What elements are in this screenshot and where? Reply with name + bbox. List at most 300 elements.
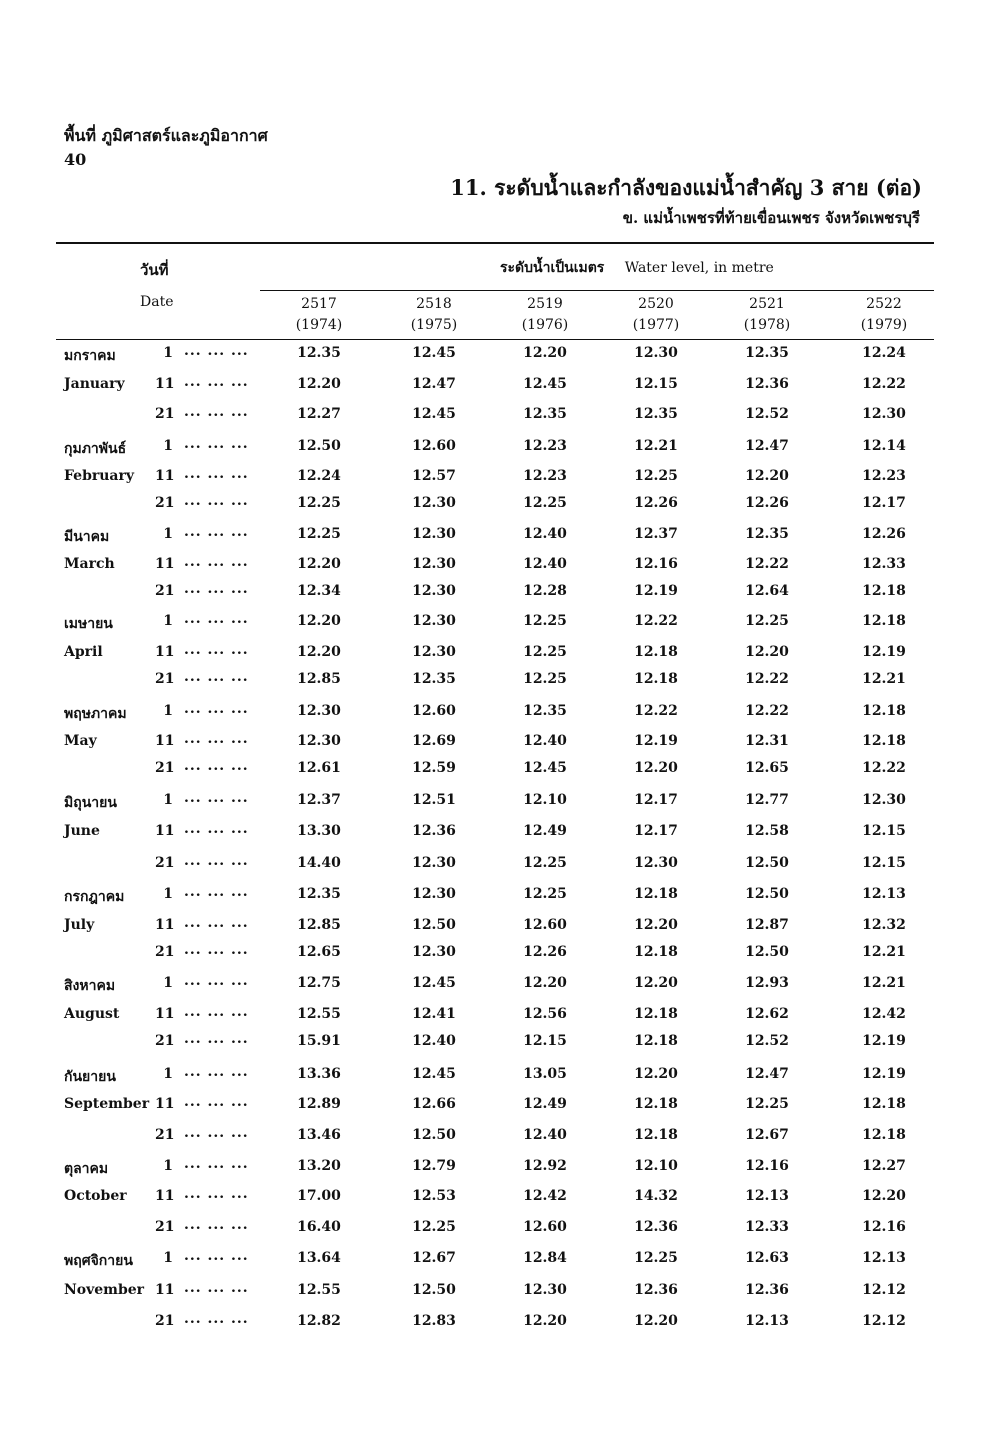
water-level-cell: 12.13 — [862, 886, 906, 902]
water-level-cell: 12.18 — [862, 1096, 906, 1112]
day-label: 11 — [155, 733, 175, 749]
table-row — [0, 733, 990, 755]
water-level-cell: 12.45 — [523, 760, 567, 776]
running-head: พื้นที่ ภูมิศาสตร์และภูมิอากาศ — [64, 126, 268, 145]
water-level-cell: 12.20 — [523, 345, 567, 361]
dot-leader: ... ... ... — [184, 701, 249, 717]
water-level-cell: 12.21 — [634, 438, 678, 454]
table-row — [0, 975, 990, 997]
water-level-cell: 12.37 — [634, 526, 678, 542]
water-level-cell: 12.52 — [745, 1033, 789, 1049]
water-level-cell: 12.82 — [297, 1313, 341, 1329]
water-level-cell: 12.25 — [297, 526, 341, 542]
table-row — [0, 1250, 990, 1272]
water-level-cell: 13.30 — [297, 823, 341, 839]
dot-leader: ... ... ... — [184, 758, 249, 774]
water-level-cell: 12.35 — [297, 886, 341, 902]
month-label: October — [64, 1188, 127, 1204]
dot-leader: ... ... ... — [184, 915, 249, 931]
table-row — [0, 1188, 990, 1210]
water-level-cell: 12.36 — [745, 376, 789, 392]
table-row — [0, 1066, 990, 1088]
water-level-cell: 12.79 — [412, 1158, 456, 1174]
year-ce: (1976) — [521, 317, 569, 333]
water-level-cell: 12.20 — [634, 975, 678, 991]
day-label: 1 — [163, 1158, 173, 1174]
water-level-cell: 12.24 — [297, 468, 341, 484]
day-label: 21 — [155, 583, 175, 599]
water-level-cell: 13.36 — [297, 1066, 341, 1082]
dot-leader: ... ... ... — [184, 524, 249, 540]
dot-leader: ... ... ... — [184, 1217, 249, 1233]
water-level-cell: 12.18 — [634, 1127, 678, 1143]
day-label: 1 — [163, 703, 173, 719]
water-level-cell: 12.57 — [412, 468, 456, 484]
dot-leader: ... ... ... — [184, 611, 249, 627]
water-level-cell: 12.37 — [297, 792, 341, 808]
water-level-cell: 13.46 — [297, 1127, 341, 1143]
day-label: 21 — [155, 406, 175, 422]
water-level-cell: 12.15 — [862, 855, 906, 871]
water-level-cell: 12.35 — [634, 406, 678, 422]
dot-leader: ... ... ... — [184, 1311, 249, 1327]
water-level-cell: 12.69 — [412, 733, 456, 749]
day-label: 1 — [163, 975, 173, 991]
header-bottom-rule — [56, 339, 934, 340]
month-label: May — [64, 733, 97, 749]
water-level-cell: 12.25 — [634, 468, 678, 484]
water-level-cell: 12.12 — [862, 1282, 906, 1298]
water-level-cell: 12.35 — [412, 671, 456, 687]
day-label: 11 — [155, 823, 175, 839]
water-level-cell: 12.40 — [523, 556, 567, 572]
water-level-cell: 12.30 — [862, 406, 906, 422]
water-level-cell: 12.36 — [745, 1282, 789, 1298]
month-label: กุมภาพันธ์ — [64, 441, 127, 457]
water-level-cell: 12.20 — [297, 556, 341, 572]
water-level-cell: 12.30 — [862, 792, 906, 808]
water-level-cell: 13.05 — [523, 1066, 567, 1082]
month-label: ตุลาคม — [64, 1161, 109, 1177]
day-label: 21 — [155, 1313, 175, 1329]
date-header-en: Date — [140, 294, 174, 310]
month-label: เมษายน — [64, 616, 113, 632]
water-level-cell: 12.25 — [523, 613, 567, 629]
water-level-cell: 12.20 — [862, 1188, 906, 1204]
water-level-cell: 12.13 — [745, 1188, 789, 1204]
water-level-cell: 12.35 — [745, 526, 789, 542]
table-row — [0, 917, 990, 939]
dot-leader: ... ... ... — [184, 973, 249, 989]
water-level-cell: 12.22 — [634, 703, 678, 719]
dot-leader: ... ... ... — [184, 642, 249, 658]
water-level-cell: 12.20 — [297, 644, 341, 660]
table-row — [0, 886, 990, 908]
water-level-cell: 12.59 — [412, 760, 456, 776]
water-level-cell: 12.20 — [634, 760, 678, 776]
table-row — [0, 792, 990, 814]
table-row — [0, 855, 990, 877]
water-level-cell: 12.20 — [745, 468, 789, 484]
water-level-cell: 12.26 — [523, 944, 567, 960]
water-level-cell: 12.20 — [634, 917, 678, 933]
table-row — [0, 1219, 990, 1241]
day-label: 1 — [163, 613, 173, 629]
water-level-cell: 12.27 — [297, 406, 341, 422]
water-level-cell: 12.17 — [634, 823, 678, 839]
table-title: 11. ระดับน้ำและกำลังของแม่น้ำสำคัญ 3 สาย (ต่อ) — [450, 175, 922, 200]
water-level-cell: 12.50 — [412, 1127, 456, 1143]
water-level-cell: 12.25 — [523, 495, 567, 511]
water-level-cell: 12.30 — [297, 703, 341, 719]
water-level-cell: 12.25 — [297, 495, 341, 511]
water-level-cell: 12.18 — [862, 613, 906, 629]
water-level-cell: 12.60 — [412, 438, 456, 454]
table-row — [0, 438, 990, 460]
table-row — [0, 583, 990, 605]
water-level-cell: 12.45 — [412, 975, 456, 991]
year-ce: (1977) — [632, 317, 680, 333]
water-level-cell: 12.67 — [412, 1250, 456, 1266]
water-level-cell: 12.55 — [297, 1006, 341, 1022]
day-label: 21 — [155, 671, 175, 687]
water-level-cell: 14.32 — [634, 1188, 678, 1204]
water-level-cell: 12.20 — [634, 1313, 678, 1329]
water-level-cell: 12.20 — [297, 613, 341, 629]
year-header — [616, 294, 696, 336]
water-level-cell: 12.20 — [634, 1066, 678, 1082]
water-level-cell: 12.56 — [523, 1006, 567, 1022]
month-label: November — [64, 1282, 145, 1298]
table-row — [0, 1158, 990, 1180]
water-level-cell: 12.34 — [297, 583, 341, 599]
water-level-cell: 12.75 — [297, 975, 341, 991]
dot-leader: ... ... ... — [184, 1280, 249, 1296]
day-label: 21 — [155, 1033, 175, 1049]
water-level-cell: 12.30 — [412, 944, 456, 960]
day-label: 11 — [155, 1188, 175, 1204]
dot-leader: ... ... ... — [184, 942, 249, 958]
water-level-cell: 12.30 — [412, 526, 456, 542]
water-level-cell: 12.31 — [745, 733, 789, 749]
year-be: 2518 — [416, 296, 452, 312]
water-level-cell: 12.20 — [523, 975, 567, 991]
water-level-cell: 12.16 — [862, 1219, 906, 1235]
dot-leader: ... ... ... — [184, 1125, 249, 1141]
water-level-cell: 12.67 — [745, 1127, 789, 1143]
month-label: July — [64, 917, 95, 933]
water-level-cell: 12.19 — [862, 1066, 906, 1082]
dot-leader: ... ... ... — [184, 374, 249, 390]
water-level-cell: 12.53 — [412, 1188, 456, 1204]
month-label: April — [64, 644, 103, 660]
water-level-cell: 12.17 — [862, 495, 906, 511]
water-level-cell: 12.65 — [297, 944, 341, 960]
water-level-cell: 12.77 — [745, 792, 789, 808]
month-label: กรกฎาคม — [64, 889, 125, 905]
month-label: มิถุนายน — [64, 795, 117, 811]
dot-leader: ... ... ... — [184, 436, 249, 452]
water-level-cell: 16.40 — [297, 1219, 341, 1235]
water-level-cell: 12.42 — [523, 1188, 567, 1204]
water-level-cell: 12.27 — [862, 1158, 906, 1174]
dot-leader: ... ... ... — [184, 1004, 249, 1020]
month-label: พฤศจิกายน — [64, 1253, 133, 1269]
month-label: กันยายน — [64, 1069, 116, 1085]
water-level-cell: 12.30 — [412, 644, 456, 660]
dot-leader: ... ... ... — [184, 1094, 249, 1110]
water-level-cell: 12.14 — [862, 438, 906, 454]
dot-leader: ... ... ... — [184, 404, 249, 420]
water-level-cell: 12.92 — [523, 1158, 567, 1174]
table-row — [0, 1033, 990, 1055]
day-label: 21 — [155, 855, 175, 871]
year-header — [505, 294, 585, 336]
water-level-cell: 12.66 — [412, 1096, 456, 1112]
water-level-cell: 12.45 — [412, 406, 456, 422]
table-row — [0, 1006, 990, 1028]
water-level-cell: 12.25 — [412, 1219, 456, 1235]
water-level-cell: 12.30 — [412, 495, 456, 511]
year-ce: (1974) — [295, 317, 343, 333]
water-level-cell: 12.25 — [523, 886, 567, 902]
water-level-cell: 12.28 — [523, 583, 567, 599]
year-be: 2520 — [638, 296, 674, 312]
water-level-cell: 12.19 — [634, 733, 678, 749]
water-level-cell: 12.41 — [412, 1006, 456, 1022]
day-label: 11 — [155, 917, 175, 933]
dot-leader: ... ... ... — [184, 343, 249, 359]
month-label: มีนาคม — [64, 529, 110, 545]
table-row — [0, 613, 990, 635]
water-level-cell: 12.22 — [634, 613, 678, 629]
water-level-cell: 12.32 — [862, 917, 906, 933]
water-level-cell: 12.20 — [297, 376, 341, 392]
water-level-cell: 12.18 — [862, 583, 906, 599]
water-level-cell: 12.16 — [745, 1158, 789, 1174]
table-row — [0, 556, 990, 578]
water-level-cell: 12.84 — [523, 1250, 567, 1266]
page-number: 40 — [64, 150, 87, 169]
day-label: 1 — [163, 886, 173, 902]
month-label: January — [64, 376, 125, 392]
water-level-cell: 12.40 — [523, 1127, 567, 1143]
water-level-cell: 12.30 — [412, 855, 456, 871]
table-row — [0, 495, 990, 517]
water-level-cell: 12.23 — [523, 468, 567, 484]
water-level-cell: 12.26 — [862, 526, 906, 542]
table-row — [0, 1282, 990, 1304]
water-level-cell: 12.22 — [862, 376, 906, 392]
dot-leader: ... ... ... — [184, 493, 249, 509]
table-row — [0, 671, 990, 693]
year-header — [279, 294, 359, 336]
water-level-cell: 12.85 — [297, 671, 341, 687]
water-level-cell: 12.10 — [634, 1158, 678, 1174]
dot-leader: ... ... ... — [184, 1156, 249, 1172]
day-label: 21 — [155, 495, 175, 511]
day-label: 1 — [163, 792, 173, 808]
water-level-cell: 12.18 — [862, 1127, 906, 1143]
year-header — [394, 294, 474, 336]
day-label: 1 — [163, 345, 173, 361]
dot-leader: ... ... ... — [184, 1186, 249, 1202]
table-row — [0, 468, 990, 490]
month-label: June — [64, 823, 100, 839]
water-level-cell: 12.30 — [412, 613, 456, 629]
year-ce: (1979) — [860, 317, 908, 333]
water-level-cell: 12.15 — [523, 1033, 567, 1049]
water-level-cell: 12.87 — [745, 917, 789, 933]
day-label: 21 — [155, 760, 175, 776]
day-label: 11 — [155, 376, 175, 392]
water-level-cell: 12.23 — [523, 438, 567, 454]
year-be: 2522 — [866, 296, 902, 312]
dot-leader: ... ... ... — [184, 581, 249, 597]
water-level-cell: 12.18 — [634, 1006, 678, 1022]
water-level-cell: 12.60 — [523, 917, 567, 933]
water-level-cell: 12.55 — [297, 1282, 341, 1298]
water-level-cell: 12.13 — [745, 1313, 789, 1329]
table-row — [0, 760, 990, 782]
water-level-cell: 12.22 — [745, 671, 789, 687]
water-level-cell: 13.64 — [297, 1250, 341, 1266]
water-level-cell: 12.20 — [523, 1313, 567, 1329]
day-label: 11 — [155, 556, 175, 572]
water-level-cell: 12.89 — [297, 1096, 341, 1112]
water-level-cell: 12.19 — [634, 583, 678, 599]
water-level-cell: 12.15 — [862, 823, 906, 839]
water-level-cell: 12.50 — [297, 438, 341, 454]
water-level-cell: 12.22 — [745, 556, 789, 572]
water-level-cell: 12.30 — [412, 583, 456, 599]
water-level-cell: 12.18 — [862, 733, 906, 749]
table-row — [0, 526, 990, 548]
water-level-cell: 12.20 — [745, 644, 789, 660]
year-header — [844, 294, 924, 336]
water-level-cell: 12.50 — [412, 1282, 456, 1298]
water-level-cell: 12.47 — [412, 376, 456, 392]
value-header-th: ระดับน้ำเป็นเมตร — [500, 260, 605, 276]
water-level-cell: 12.63 — [745, 1250, 789, 1266]
water-level-cell: 12.61 — [297, 760, 341, 776]
water-level-cell: 12.50 — [412, 917, 456, 933]
water-level-cell: 12.42 — [862, 1006, 906, 1022]
dot-leader: ... ... ... — [184, 731, 249, 747]
water-level-cell: 12.25 — [634, 1250, 678, 1266]
day-label: 1 — [163, 1250, 173, 1266]
water-level-cell: 12.25 — [523, 671, 567, 687]
water-level-cell: 12.60 — [412, 703, 456, 719]
water-level-cell: 14.40 — [297, 855, 341, 871]
day-label: 11 — [155, 1006, 175, 1022]
water-level-cell: 12.25 — [523, 855, 567, 871]
water-level-cell: 12.18 — [634, 944, 678, 960]
water-level-cell: 12.49 — [523, 1096, 567, 1112]
water-level-cell: 12.21 — [862, 975, 906, 991]
year-ce: (1978) — [743, 317, 791, 333]
day-label: 21 — [155, 944, 175, 960]
day-label: 11 — [155, 644, 175, 660]
year-ce: (1975) — [410, 317, 458, 333]
water-level-cell: 12.45 — [412, 345, 456, 361]
dot-leader: ... ... ... — [184, 1031, 249, 1047]
month-label: สิงหาคม — [64, 978, 116, 994]
water-level-cell: 12.17 — [634, 792, 678, 808]
dot-leader: ... ... ... — [184, 554, 249, 570]
water-level-cell: 12.25 — [745, 613, 789, 629]
water-level-cell: 12.22 — [862, 760, 906, 776]
table-row — [0, 406, 990, 428]
water-level-cell: 12.33 — [862, 556, 906, 572]
water-level-cell: 12.23 — [862, 468, 906, 484]
year-header-rule — [260, 290, 934, 291]
table-subtitle: ข. แม่น้ำเพชรที่ท้ายเขื่อนเพชร จังหวัดเพชรบุรี — [622, 209, 920, 227]
water-level-cell: 12.60 — [523, 1219, 567, 1235]
water-level-cell: 12.36 — [634, 1282, 678, 1298]
day-label: 1 — [163, 438, 173, 454]
month-label: มกราคม — [64, 348, 116, 364]
water-level-cell: 12.30 — [412, 886, 456, 902]
water-level-cell: 12.51 — [412, 792, 456, 808]
water-level-cell: 12.21 — [862, 944, 906, 960]
date-header-th: วันที่ — [140, 261, 169, 279]
day-label: 11 — [155, 1096, 175, 1112]
water-level-cell: 12.26 — [745, 495, 789, 511]
month-label: March — [64, 556, 115, 572]
water-level-cell: 12.30 — [634, 855, 678, 871]
water-level-cell: 12.83 — [412, 1313, 456, 1329]
water-level-cell: 12.45 — [523, 376, 567, 392]
month-label: August — [64, 1006, 120, 1022]
water-level-cell: 12.18 — [862, 703, 906, 719]
table-row — [0, 1127, 990, 1149]
water-level-cell: 12.49 — [523, 823, 567, 839]
day-label: 21 — [155, 1219, 175, 1235]
water-level-cell: 12.62 — [745, 1006, 789, 1022]
table-row — [0, 1096, 990, 1118]
day-label: 1 — [163, 526, 173, 542]
day-label: 11 — [155, 1282, 175, 1298]
table-row — [0, 703, 990, 725]
water-level-cell: 12.85 — [297, 917, 341, 933]
value-header — [500, 257, 774, 279]
water-level-cell: 12.16 — [634, 556, 678, 572]
water-level-cell: 12.30 — [523, 1282, 567, 1298]
water-level-cell: 12.18 — [634, 1096, 678, 1112]
water-level-cell: 12.18 — [634, 644, 678, 660]
dot-leader: ... ... ... — [184, 1064, 249, 1080]
water-level-cell: 12.22 — [745, 703, 789, 719]
water-level-cell: 12.18 — [634, 671, 678, 687]
water-level-cell: 17.00 — [297, 1188, 341, 1204]
year-be: 2517 — [301, 296, 337, 312]
month-label: February — [64, 468, 135, 484]
water-level-cell: 12.15 — [634, 376, 678, 392]
dot-leader: ... ... ... — [184, 884, 249, 900]
dot-leader: ... ... ... — [184, 466, 249, 482]
dot-leader: ... ... ... — [184, 669, 249, 685]
value-header-en: Water level, in metre — [624, 260, 774, 276]
water-level-cell: 12.40 — [523, 733, 567, 749]
table-top-rule — [56, 242, 934, 244]
water-level-cell: 12.52 — [745, 406, 789, 422]
water-level-cell: 12.45 — [412, 1066, 456, 1082]
water-level-cell: 12.36 — [412, 823, 456, 839]
water-level-cell: 12.35 — [523, 406, 567, 422]
water-level-cell: 12.25 — [745, 1096, 789, 1112]
water-level-cell: 12.19 — [862, 1033, 906, 1049]
